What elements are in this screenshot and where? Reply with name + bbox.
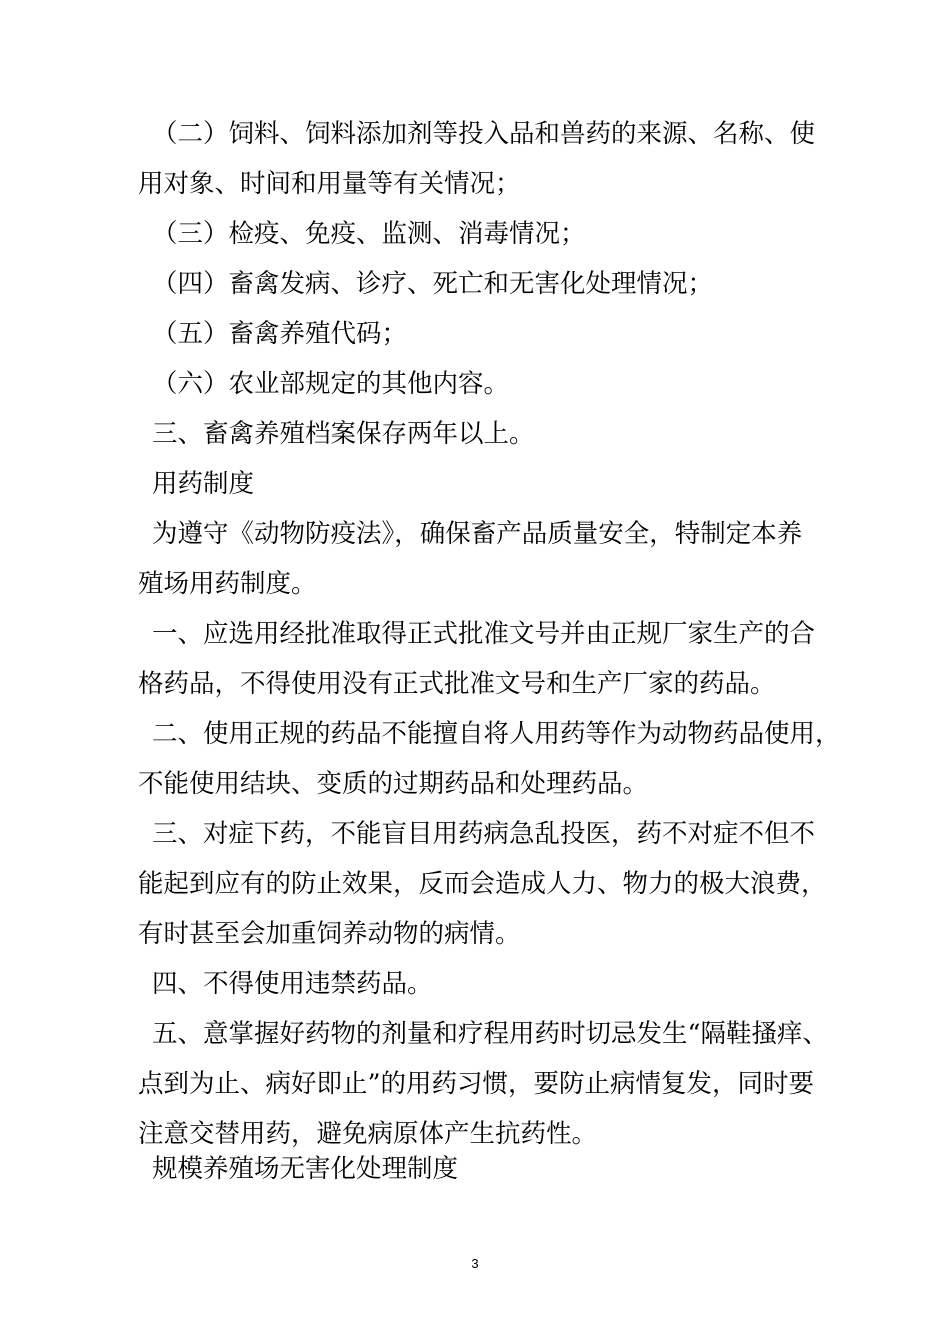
text-line: 有时甚至会加重饲养动物的病情。 — [138, 919, 521, 949]
text-line: （五）畜禽养殖代码； — [152, 319, 408, 349]
page-number: 3 — [471, 1256, 479, 1271]
text-line: 不能使用结块、变质的过期药品和处理药品。 — [138, 769, 649, 799]
text-line: （二）饲料、饲料添加剂等投入品和兽药的来源、名称、使 — [152, 119, 816, 149]
text-line: 用对象、时间和用量等有关情况； — [138, 169, 521, 199]
text-line: （四）畜禽发病、诊疗、死亡和无害化处理情况； — [152, 269, 714, 299]
text-line: 三、畜禽养殖档案保存两年以上。 — [152, 419, 535, 449]
text-line: （六）农业部规定的其他内容。 — [152, 369, 510, 399]
text-line: 四、不得使用违禁药品。 — [152, 969, 433, 999]
section-heading: 规模养殖场无害化处理制度 — [152, 1154, 459, 1184]
text-line: 能起到应有的防止效果，反而会造成人力、物力的极大浪费， — [138, 869, 827, 899]
text-line: 注意交替用药，避免病原体产生抗药性。 — [138, 1119, 598, 1149]
text-line: 五、意掌握好药物的剂量和疗程用药时切忌发生“隔鞋搔痒、 — [152, 1019, 829, 1049]
text-line: 三、对症下药，不能盲目用药病急乱投医，药不对症不但不 — [152, 819, 816, 849]
text-line: 点到为止、病好即止”的用药习惯，要防止病情复发，同时要 — [138, 1069, 815, 1099]
text-line: 为遵守《动物防疫法》，确保畜产品质量安全，特制定本养 — [152, 519, 803, 549]
text-line: 格药品，不得使用没有正式批准文号和生产厂家的药品。 — [138, 669, 776, 699]
text-line: （三）检疫、免疫、监测、消毒情况； — [152, 219, 586, 249]
text-line: 殖场用药制度。 — [138, 569, 317, 599]
section-heading: 用药制度 — [152, 469, 255, 499]
text-line: 二、使用正规的药品不能擅自将人用药等作为动物药品使用， — [152, 719, 841, 749]
text-line: 一、应选用经批准取得正式批准文号并由正规厂家生产的合 — [152, 619, 816, 649]
